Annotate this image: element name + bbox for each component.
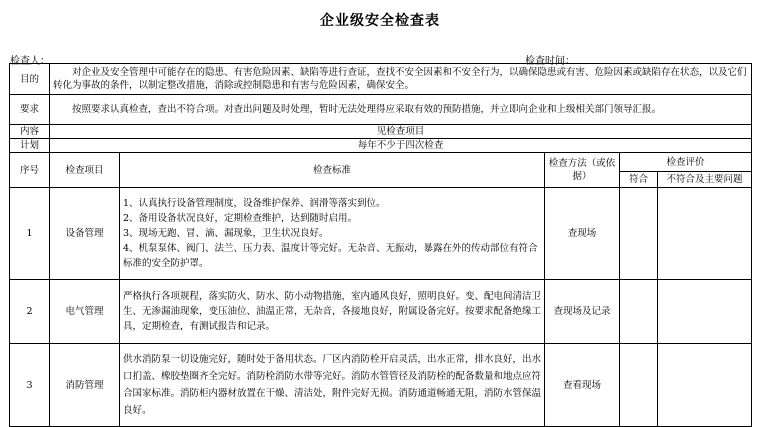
- header-nonconform: 不符合及主要问题: [658, 172, 752, 188]
- content-row: [10, 125, 752, 139]
- standard-line: 3、现场无跑、冒、滴、漏现象，卫生状况良好。: [123, 228, 329, 239]
- standard-line: 4、机泵泵体、阀门、法兰、压力表、温度计等完好。无杂音、无振动，暴露在外的传动部位有符合标准的安全防护罩。: [123, 243, 538, 269]
- row-standard: [120, 188, 545, 280]
- header-row: [10, 153, 752, 172]
- header-item: 检查项目: [50, 153, 120, 188]
- row-item: 设备管理: [50, 188, 120, 280]
- plan-row: [10, 139, 752, 153]
- content-label: 内容: [10, 125, 50, 139]
- row-no: 1: [10, 188, 50, 280]
- header-standard: 检查标准: [120, 153, 545, 188]
- table-row: [10, 188, 752, 280]
- purpose-text: 对企业及安全管理中可能存在的隐患、有害危险因素、缺陷等进行查证，查找不安全因素和不安全行为，以确保隐患或有害、危险因素或缺陷存在状态，以及它们转化为事故的条件，以制定整改措施，消除或控制隐患和有害与危险因素，确保安全。: [50, 64, 752, 95]
- page-title: 企业级安全检查表: [320, 13, 440, 29]
- standard-line: 1、认真执行设备管理制度，设备维护保养、润滑等落实到位。: [123, 198, 386, 209]
- row-nonconform-cell: [658, 188, 752, 280]
- header-conform: 符合: [620, 172, 658, 188]
- standard-line: 2、备用设备状况良好，定期检查维护，达到随时启用。: [123, 213, 358, 224]
- header-method: 检查方法（或依据）: [545, 153, 620, 188]
- standard-text: 严格执行各项规程，落实防火、防水、防小动物措施，室内通风良好，照明良好。变、配电间清洁卫生、无渗漏油现象，变压油位、油温正常，无杂音，各接地良好，附属设备完好。按要求配备绝缘工具，定期检查，有测试报告和记录。: [123, 291, 542, 332]
- plan-value: 每年不少于四次检查: [50, 139, 752, 153]
- table-row: [10, 280, 752, 344]
- requirement-text: 按照要求认真检查，查出不符合项。对查出问题及时处理，暂时无法处理得应采取有效的预防措施，并立即向企业和上级相关部门领导汇报。: [50, 95, 752, 125]
- row-conform-cell: [620, 344, 658, 427]
- inspect-time-label: 检查时间：: [525, 56, 575, 67]
- row-item: 消防管理: [50, 344, 120, 427]
- row-method: 查现场: [545, 188, 620, 280]
- row-item: 电气管理: [50, 280, 120, 344]
- inspection-table: [9, 63, 752, 427]
- requirement-row: [10, 95, 752, 125]
- inspector-label: 检查人：: [10, 56, 50, 67]
- row-no: 3: [10, 344, 50, 427]
- header-evaluation: 检查评价: [620, 153, 752, 172]
- requirement-label: 要求: [10, 95, 50, 125]
- row-nonconform-cell: [658, 280, 752, 344]
- row-standard: [120, 280, 545, 344]
- purpose-label: 目的: [10, 64, 50, 95]
- row-standard: [120, 344, 545, 427]
- row-method: 查现场及记录: [545, 280, 620, 344]
- row-method: 查看现场: [545, 344, 620, 427]
- plan-label: 计划: [10, 139, 50, 153]
- row-no: 2: [10, 280, 50, 344]
- row-conform-cell: [620, 188, 658, 280]
- row-nonconform-cell: [658, 344, 752, 427]
- purpose-row: [10, 64, 752, 95]
- table-row: [10, 344, 752, 427]
- standard-text: 供水消防泵一切设施完好，随时处于备用状态。厂区内消防栓开启灵活，出水正常，排水良好，出水口扪盖、橡胶垫圈齐全完好。消防栓消防水带等完好。消防水管管径及消防栓的配备数量和地点应符合国家标准。消防柜内器材放置在干燥、清洁处，附件完好无损。消防通道畅通无阻，消防水管保温良好。: [123, 354, 542, 416]
- content-value: 见检查项目: [50, 125, 752, 139]
- header-no: 序号: [10, 153, 50, 188]
- row-conform-cell: [620, 280, 658, 344]
